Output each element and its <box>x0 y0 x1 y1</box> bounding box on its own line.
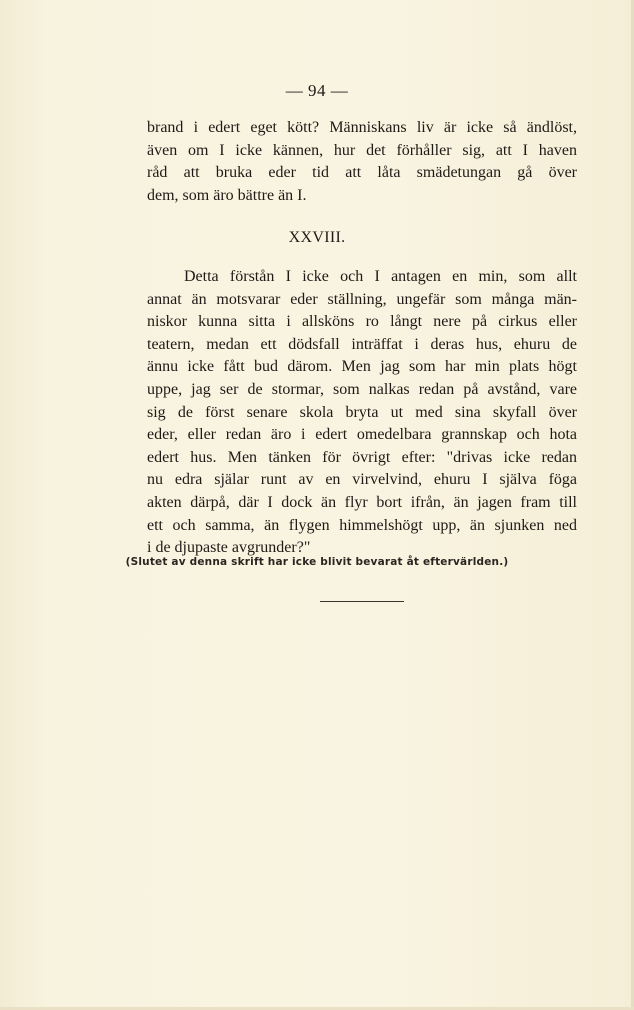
paragraph-continued <box>147 117 577 207</box>
text-line: ett och samma, än flygen himmelshögt upp, än sjunken ned <box>147 516 577 534</box>
text-line: niskor kunna sitta i allsköns ro långt nere på cirkus eller <box>147 313 577 331</box>
text-line: uppe, jag ser de stormar, som nalkas redan på avstånd, vare <box>147 380 577 398</box>
text-line: brand i edert eget kött? Människans liv är icke så ändlöst, <box>147 119 577 136</box>
text-line: nu edra själar runt av en virvelvind, ehuru I själva föga <box>147 471 577 489</box>
text-line: även om I icke kännen, hur det förhåller sig, att I haven <box>147 141 577 159</box>
text-line: akten därpå, där I dock än flyr bort ifrån, än jagen fram till <box>147 493 577 511</box>
text-line: i de djupaste avgrunder?" <box>147 539 311 557</box>
paragraph-main <box>147 266 577 560</box>
closing-rule <box>320 601 404 602</box>
text-line: annat än motsvarar eder ställning, ungefär som många män- <box>147 290 577 308</box>
text-line: teatern, medan ett dödsfall inträffat i deras hus, ehuru de <box>147 335 577 353</box>
editorial-note: (Slutet av denna skrift har icke blivit bevarat åt eftervärlden.) <box>125 556 509 568</box>
text-line: edert hus. Men tänken för övrigt efter: "drivas icke redan <box>147 448 577 466</box>
text-line: eder, eller redan äro i edert omedelbara grannskap och hota <box>147 426 577 444</box>
text-line: sig de först senare skola bryta ut med sina skyfall över <box>147 403 577 421</box>
text-line: ännu icke fått bud därom. Men jag som har min plats högt <box>147 358 577 376</box>
text-line: råd att bruka eder tid att låta smädetungan gå över <box>147 164 577 182</box>
page-number: — 94 — <box>285 81 349 100</box>
section-heading: XXVIII. <box>288 229 346 246</box>
text-line: dem, som äro bättre än I. <box>147 186 307 204</box>
text-line: Detta förstån I icke och I antagen en min, som allt <box>184 268 577 285</box>
